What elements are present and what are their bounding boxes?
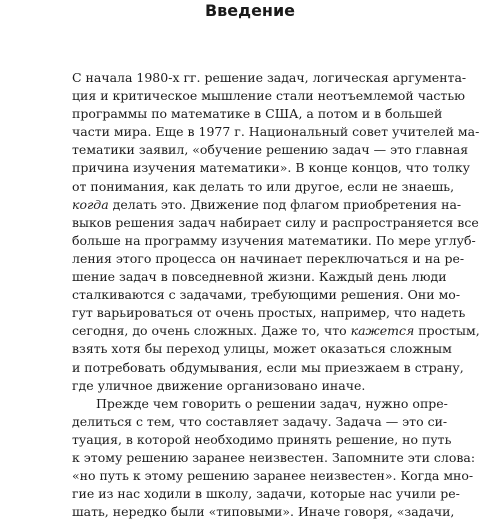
body-text bbox=[72, 69, 480, 521]
text-segment: больше на программу изучения математики. По мере углуб- bbox=[72, 232, 476, 248]
text-segment: Прежде чем говорить о решении задач, нужно опре- bbox=[96, 395, 448, 411]
text-segment: сталкиваются с задачами, требующими решения. Они мо- bbox=[72, 287, 461, 303]
text-line bbox=[72, 159, 471, 177]
italic-text: когда bbox=[72, 196, 109, 212]
text-line bbox=[72, 196, 462, 214]
text-segment: С начала 1980-х гг. решение задач, логическая аргумента- bbox=[72, 70, 467, 85]
text-line bbox=[72, 87, 466, 105]
text-segment: «но путь к этому решению заранее неизвестен». Когда мно- bbox=[72, 468, 474, 484]
text-line bbox=[72, 359, 464, 377]
text-line bbox=[72, 286, 461, 304]
text-line bbox=[72, 304, 466, 322]
text-line bbox=[72, 467, 474, 485]
text-segment: делать это. Движение под флагом приобретения на- bbox=[108, 196, 462, 212]
text-line bbox=[72, 69, 467, 87]
text-segment: где уличное движение организовано иначе. bbox=[72, 377, 366, 393]
text-segment: шать, нередко были «типовыми». Иначе говоря, «задачи, bbox=[72, 504, 455, 520]
text-line bbox=[72, 395, 448, 413]
text-line bbox=[72, 340, 452, 358]
text-line bbox=[72, 413, 448, 431]
text-segment: гут варьироваться от очень простых, например, что надеть bbox=[72, 305, 466, 321]
text-line bbox=[72, 105, 443, 123]
text-segment: и потребовать обдумывания, если мы приезжаем в страну, bbox=[72, 359, 464, 375]
text-line bbox=[72, 431, 452, 449]
text-line bbox=[72, 485, 460, 503]
text-segment: сегодня, до очень сложных. Даже то, что bbox=[72, 323, 351, 339]
text-segment: к этому решению заранее неизвестен. Запомните эти слова: bbox=[72, 449, 476, 465]
text-segment: причина изучения математики». В конце концов, что толку bbox=[72, 160, 471, 176]
text-line bbox=[72, 503, 455, 521]
text-segment: ления этого процесса он начинает переключаться и на ре- bbox=[72, 250, 465, 266]
paragraph bbox=[72, 69, 480, 395]
text-segment: от понимания, как делать то или другое, если не знаешь, bbox=[72, 178, 455, 194]
text-segment: шение задач в повседневной жизни. Каждый день люди bbox=[72, 269, 447, 285]
text-line bbox=[72, 232, 476, 250]
text-segment: простым, bbox=[414, 323, 480, 339]
paragraph bbox=[72, 395, 476, 521]
text-segment: ция и критическое мышление стали неотъемлемой частью bbox=[72, 88, 466, 104]
text-line bbox=[72, 214, 479, 232]
chapter-heading: Введение bbox=[204, 1, 296, 20]
text-segment: делиться с тем, что составляет задачу. Задача — это си- bbox=[72, 413, 448, 429]
text-line bbox=[72, 449, 476, 467]
text-segment: программы по математике в США, а потом и в большей bbox=[72, 106, 443, 122]
text-segment: выков решения задач набирает силу и распространяется все bbox=[72, 214, 479, 230]
text-line bbox=[72, 250, 465, 268]
text-line bbox=[72, 123, 480, 141]
text-line bbox=[72, 141, 469, 159]
italic-text: кажется bbox=[350, 323, 415, 339]
text-segment: туация, в которой необходимо принять решение, но путь bbox=[72, 431, 452, 447]
text-segment: тематики заявил, «обучение решению задач — это главная bbox=[72, 142, 469, 158]
text-segment: взять хотя бы переход улицы, может оказаться сложным bbox=[72, 341, 452, 357]
text-segment: гие из нас ходили в школу, задачи, которые нас учили ре- bbox=[72, 486, 460, 502]
text-line bbox=[72, 178, 455, 196]
text-segment: части мира. Еще в 1977 г. Национальный совет учителей ма- bbox=[72, 124, 480, 140]
text-line bbox=[72, 268, 447, 286]
text-line bbox=[72, 322, 480, 340]
text-line bbox=[72, 377, 428, 395]
